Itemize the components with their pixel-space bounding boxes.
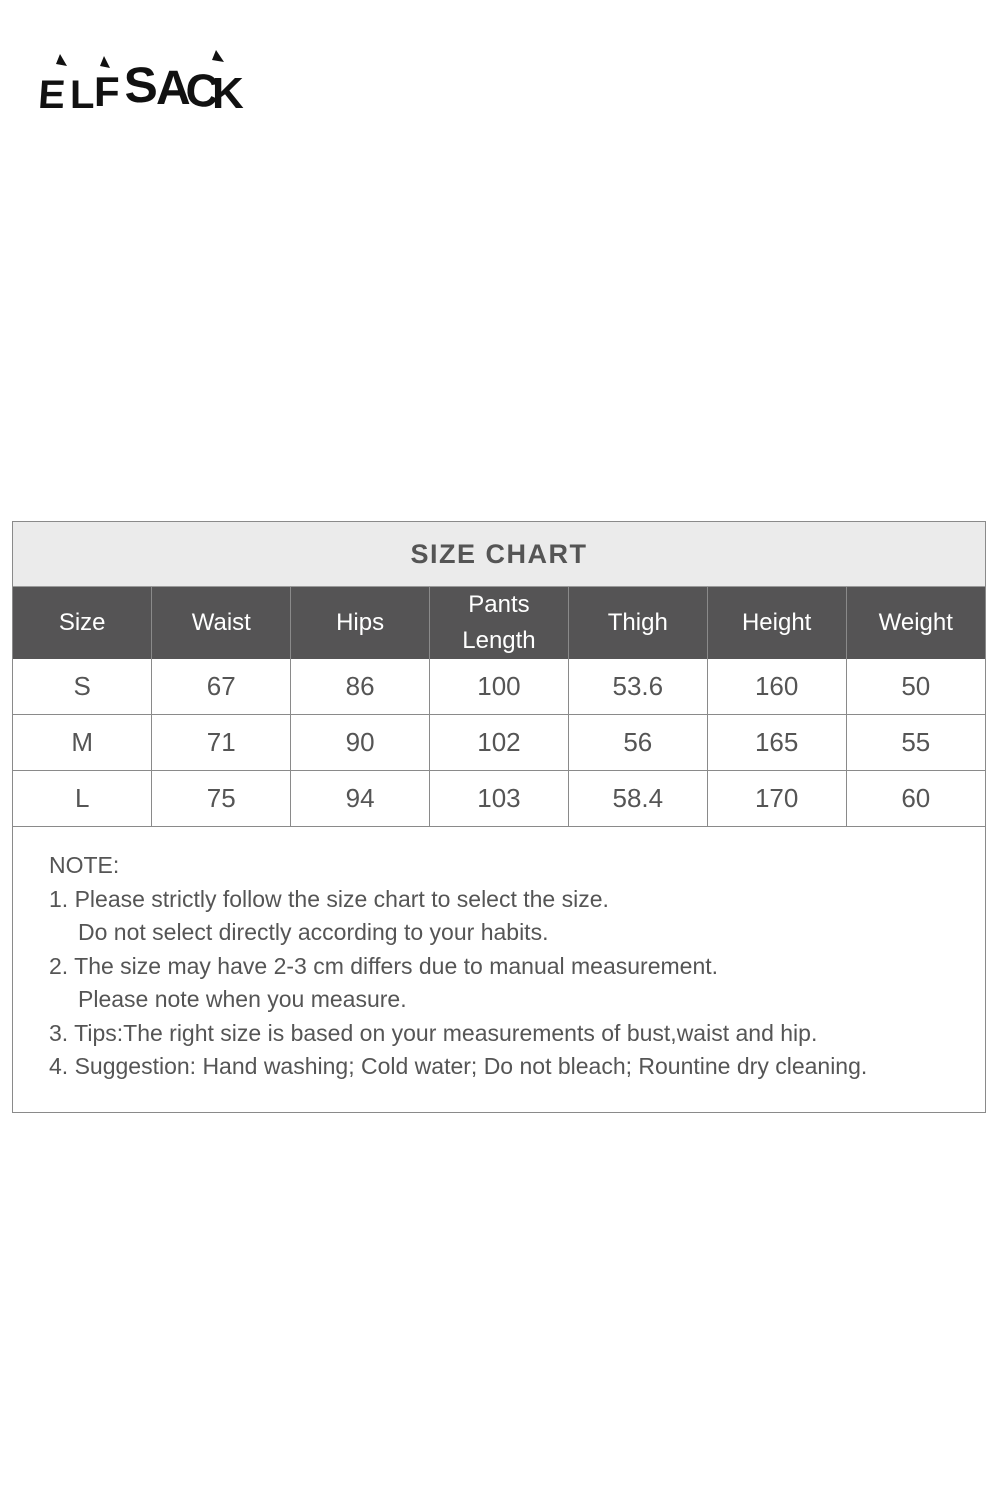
table-cell: 55 <box>846 715 985 771</box>
svg-text:K: K <box>212 69 244 118</box>
column-header: Weight <box>846 587 985 659</box>
brand-logo <box>36 44 244 118</box>
svg-text:S: S <box>122 56 159 114</box>
table-cell: L <box>13 771 152 827</box>
svg-text:L: L <box>70 73 95 117</box>
column-header: Thigh <box>568 587 707 659</box>
table-row <box>13 715 985 771</box>
table-cell: 53.6 <box>568 659 707 715</box>
notes-heading: NOTE: <box>49 852 120 878</box>
elfsack-logo-icon <box>36 44 244 118</box>
column-header: Size <box>13 587 152 659</box>
table-cell: 103 <box>430 771 569 827</box>
table-cell: S <box>13 659 152 715</box>
table-cell: 86 <box>291 659 430 715</box>
table-cell: 94 <box>291 771 430 827</box>
table-row <box>13 771 985 827</box>
column-header: Waist <box>152 587 291 659</box>
note-line: 4. Suggestion: Hand washing; Cold water; Do not bleach; Rountine dry cleaning. <box>49 1053 868 1079</box>
column-header: Hips <box>291 587 430 659</box>
table-cell: 67 <box>152 659 291 715</box>
svg-text:C: C <box>183 63 221 118</box>
table-cell: 100 <box>430 659 569 715</box>
table-row <box>13 659 985 715</box>
note-line: 2. The size may have 2-3 cm differs due to manual measurement. <box>49 952 719 979</box>
note-line: Do not select directly according to your habits. <box>78 919 549 945</box>
notes <box>13 827 985 1084</box>
table-cell: 50 <box>846 659 985 715</box>
size-chart-title: SIZE CHART <box>13 522 985 587</box>
table-cell: 170 <box>707 771 846 827</box>
table-cell: 102 <box>430 715 569 771</box>
table-body <box>13 659 985 827</box>
size-chart <box>12 521 986 1113</box>
table-cell: 58.4 <box>568 771 707 827</box>
table-cell: 56 <box>568 715 707 771</box>
note-line: 1. Please strictly follow the size chart to select the size. <box>49 885 609 912</box>
size-table <box>13 587 985 827</box>
table-cell: 160 <box>707 659 846 715</box>
table-cell: 75 <box>152 771 291 827</box>
svg-text:F: F <box>94 68 120 115</box>
svg-text:E: E <box>36 73 67 117</box>
note-line: Please note when you measure. <box>78 986 407 1012</box>
column-header: Pants Length <box>430 587 569 659</box>
note-line: 3. Tips:The right size is based on your measurements of bust,waist and hip. <box>49 1019 818 1046</box>
svg-text:A: A <box>156 62 191 115</box>
table-cell: 60 <box>846 771 985 827</box>
table-header-row <box>13 587 985 659</box>
column-header: Height <box>707 587 846 659</box>
table-cell: 165 <box>707 715 846 771</box>
table-cell: M <box>13 715 152 771</box>
table-cell: 71 <box>152 715 291 771</box>
table-cell: 90 <box>291 715 430 771</box>
